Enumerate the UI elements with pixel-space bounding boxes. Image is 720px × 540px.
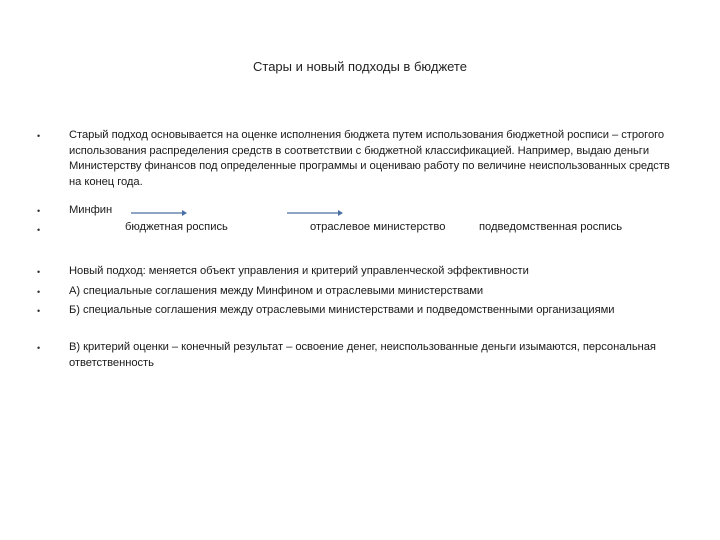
flow-item-sub-rospis: подведомственная роспись [479,221,623,233]
new-approach-intro: Новый подход: меняется объект управления и критерий управленческой эффективности [69,265,529,277]
bullet-old-approach: • [37,131,41,141]
old-approach-text: Старый подход основывается на оценке исполнения бюджета путем использования бюджетной росписи – строгого использования распределения средств в соответствии с бюджетной классификацией. Например, выдаю деньги Министерству финансов под определенные программы и оцениваю работу по величине неиспользованных средств на конец года. [69,129,670,188]
point-c: В) критерий оценки – конечный результат – освоение денег, неиспользованные деньги изымаются, персональная ответственность [69,341,656,369]
flow-row [69,220,689,236]
minfin-label: Минфин [69,204,113,216]
bullet-flow: • [37,225,41,235]
flow-item-ministry: отраслевое министерство [310,221,446,233]
arrow-icon [130,208,188,218]
flow-item-budget-rospis: бюджетная роспись [125,221,228,233]
bullet-point-c: • [37,343,41,353]
bullet-minfin: • [37,206,41,216]
bullet-point-b: • [37,306,41,316]
slide-title: Стары и новый подходы в бюджете [253,59,467,74]
arrow-icon [286,208,344,218]
bullet-new-approach: • [37,267,41,277]
point-a: А) специальные соглашения между Минфином и отраслевыми министерствами [69,285,484,297]
point-b: Б) специальные соглашения между отраслевыми министерствами и подведомственными организациями [69,304,615,316]
bullet-point-a: • [37,287,41,297]
